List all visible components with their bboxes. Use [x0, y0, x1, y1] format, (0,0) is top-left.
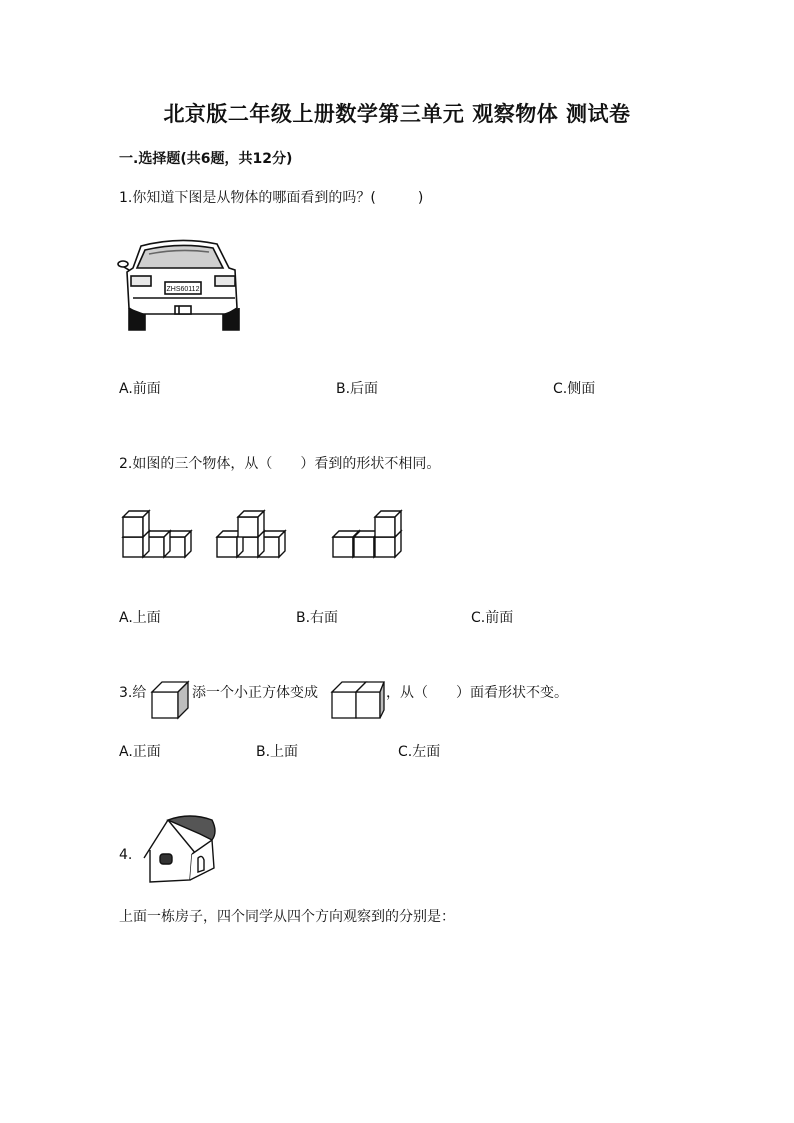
page-title: 北京版二年级上册数学第三单元 观察物体 测试卷	[163, 101, 631, 126]
q3-option-a[interactable]: A.正面	[119, 744, 161, 760]
question-3-part2: 添一个小正方体变成	[192, 685, 318, 701]
question-1-text: 1.你知道下图是从物体的哪面看到的吗？( )	[119, 190, 424, 206]
q1-option-c[interactable]: C.侧面	[553, 381, 596, 397]
question-3-part3: ，从（ ）面看形状不变。	[386, 685, 568, 701]
question-4-number: 4.	[119, 847, 133, 863]
q3-option-c[interactable]: C.左面	[398, 744, 441, 760]
q3-option-b[interactable]: B.上面	[256, 744, 299, 760]
q2-option-a[interactable]: A.上面	[119, 610, 161, 626]
q1-option-a[interactable]: A.前面	[119, 381, 161, 397]
single-cube-image	[150, 680, 190, 722]
section-heading: 一.选择题(共6题，共12分)	[119, 151, 293, 167]
two-cubes-image	[330, 680, 386, 722]
question-3-part1: 3.给	[119, 685, 147, 701]
cube-figures-image	[119, 505, 409, 565]
q2-option-b[interactable]: B.右面	[296, 610, 339, 626]
q2-option-c[interactable]: C.前面	[471, 610, 514, 626]
license-plate-text: ZHS60112	[166, 286, 200, 293]
question-4-text: 上面一栋房子，四个同学从四个方向观察到的分别是：	[119, 909, 455, 925]
q1-option-b[interactable]: B.后面	[336, 381, 379, 397]
house-image	[140, 810, 220, 885]
car-rear-image	[119, 238, 249, 338]
question-2-text: 2.如图的三个物体，从（ ）看到的形状不相同。	[119, 456, 441, 472]
